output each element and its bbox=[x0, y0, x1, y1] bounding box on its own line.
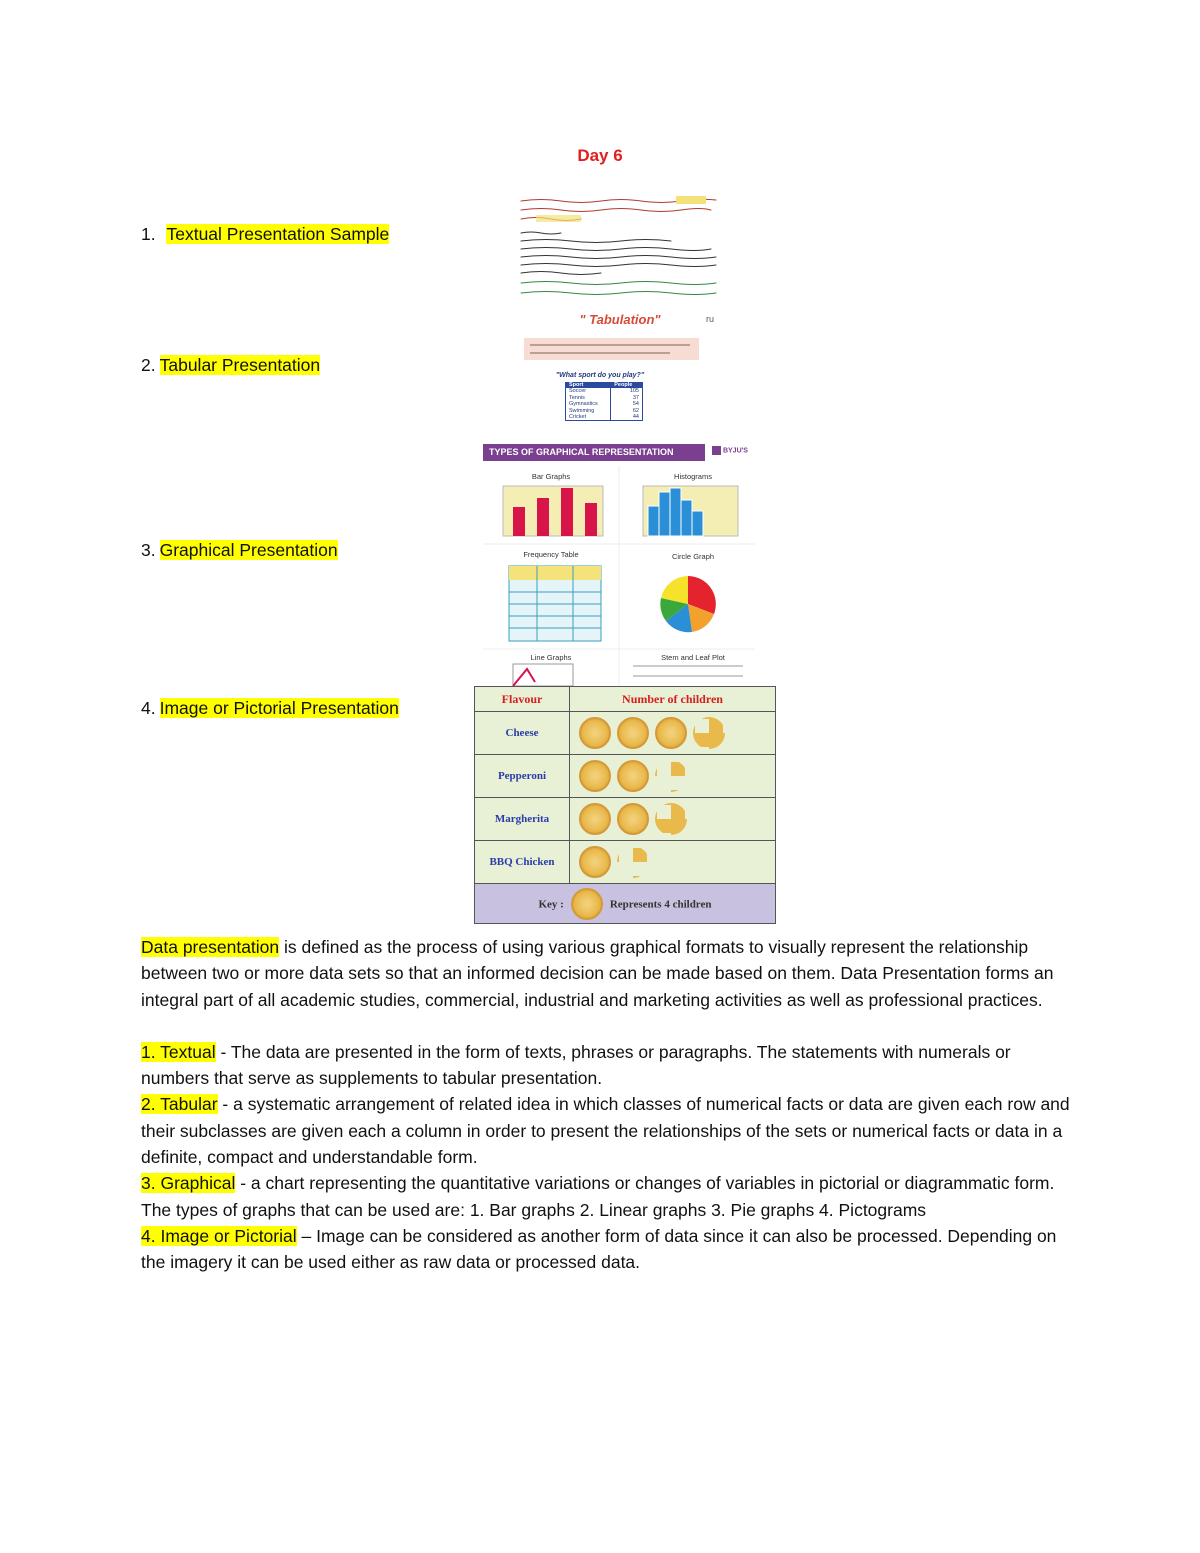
caption-circle-graph: Circle Graph bbox=[671, 552, 715, 561]
pictogram-key bbox=[475, 884, 776, 924]
flavour-label: Margherita bbox=[475, 798, 570, 841]
definition-paragraph bbox=[141, 934, 1071, 1013]
pictogram-header: Flavour bbox=[475, 687, 570, 712]
list-item-textual bbox=[141, 224, 389, 245]
list-item-pictorial bbox=[141, 698, 399, 719]
tabulation-side-mark: ru bbox=[706, 314, 715, 324]
graphical-thumbnails bbox=[483, 466, 755, 686]
graphical-panel bbox=[483, 466, 755, 686]
handwritten-sample-image bbox=[516, 193, 726, 305]
pizza-slice-icon bbox=[693, 717, 725, 749]
definition-text: is defined as the process of using various graphical formats to visually represent the relationship between two or more data sets so that an informed decision can be made based on them. Data Presentation forms an integral part of all academic studies, commercial, industrial and marketing activities as well as professional practices. bbox=[141, 937, 1054, 1010]
type-term: 4. Image or Pictorial bbox=[141, 1225, 297, 1246]
pizza-slice-icon bbox=[655, 760, 687, 792]
table-row bbox=[475, 798, 776, 841]
item-number: 1. bbox=[141, 224, 156, 244]
logo-mark-icon bbox=[712, 446, 721, 455]
table-cell: 62 bbox=[611, 408, 643, 414]
tabulation-definition-box bbox=[524, 338, 699, 360]
table-cell: 37 bbox=[611, 395, 643, 401]
flavour-label: BBQ Chicken bbox=[475, 841, 570, 884]
item-number: 2. bbox=[141, 355, 156, 375]
table-cell: Swimming bbox=[566, 408, 611, 414]
column-header: People bbox=[611, 382, 643, 388]
table-cell: Cricket bbox=[566, 414, 611, 421]
histogram-bin bbox=[692, 511, 703, 536]
table-row bbox=[475, 841, 776, 884]
table-cell: 44 bbox=[611, 414, 643, 421]
list-item-tabular bbox=[141, 355, 320, 376]
item-label: Image or Pictorial Presentation bbox=[159, 698, 399, 718]
item-label: Textual Presentation Sample bbox=[166, 224, 390, 244]
sport-table bbox=[565, 382, 643, 421]
graphical-panel-header: TYPES OF GRAPHICAL REPRESENTATION bbox=[483, 444, 705, 461]
pizza-count-cell bbox=[570, 712, 776, 755]
item-number: 3. bbox=[141, 540, 156, 560]
key-text: Represents 4 children bbox=[609, 898, 712, 911]
pizza-icon bbox=[579, 803, 611, 835]
tabulation-title: " Tabulation" bbox=[579, 312, 661, 327]
caption-histograms: Histograms bbox=[674, 472, 712, 481]
sport-table-question: "What sport do you play?" bbox=[555, 372, 645, 379]
page-title: Day 6 bbox=[577, 146, 623, 165]
pizza-slice-icon bbox=[655, 803, 687, 835]
histogram-bin bbox=[670, 488, 681, 536]
item-number: 4. bbox=[141, 698, 156, 718]
histogram-bin bbox=[659, 492, 670, 536]
flavour-label: Pepperoni bbox=[475, 755, 570, 798]
pictogram-header-row bbox=[475, 687, 776, 712]
graph-types-line: The types of graphs that can be used are: 1. Bar graphs 2. Linear graphs 3. Pie graphs 4. Pictograms bbox=[141, 1199, 927, 1220]
pictogram-header: Number of children bbox=[570, 687, 776, 712]
pizza-count-cell bbox=[570, 798, 776, 841]
pizza-icon bbox=[579, 846, 611, 878]
tabulation-definition-scribble bbox=[524, 338, 699, 360]
table-row bbox=[566, 414, 643, 421]
type-term: 3. Graphical bbox=[141, 1173, 236, 1194]
body-text bbox=[141, 934, 1071, 1276]
pie-thumb bbox=[660, 576, 716, 632]
table-cell: 105 bbox=[611, 388, 643, 394]
key-label: Key : bbox=[538, 898, 564, 911]
pizza-icon bbox=[579, 717, 611, 749]
definition-term: Data presentation bbox=[141, 937, 280, 957]
pictogram-table bbox=[474, 686, 776, 924]
list-item-graphical bbox=[141, 540, 338, 561]
type-textual bbox=[141, 1039, 1071, 1092]
flavour-label: Cheese bbox=[475, 712, 570, 755]
item-label: Tabular Presentation bbox=[159, 355, 321, 375]
type-term: 2. Tabular bbox=[141, 1094, 218, 1115]
pizza-slice-icon bbox=[617, 846, 649, 878]
type-graphical bbox=[141, 1170, 1071, 1196]
type-text: – Image can be considered as another form of data since it can also be processed. Depending on the imagery it can be used either as raw data or processed data. bbox=[141, 1225, 1057, 1273]
type-text: - The data are presented in the form of texts, phrases or paragraphs. The statements with numerals or numbers that serve as supplements to tabular presentation. bbox=[141, 1041, 1011, 1089]
type-text: - a chart representing the quantitative variations or changes of variables in pictorial or diagrammatic form. bbox=[235, 1173, 1055, 1194]
logo-text: BYJU'S bbox=[722, 447, 748, 455]
pizza-icon bbox=[617, 803, 649, 835]
pizza-icon bbox=[617, 760, 649, 792]
column-header: Sport bbox=[566, 382, 611, 388]
pizza-icon bbox=[579, 760, 611, 792]
table-cell: Gymnastics bbox=[566, 401, 611, 407]
type-term: 1. Textual bbox=[141, 1041, 216, 1062]
caption-line-graphs: Line Graphs bbox=[530, 653, 572, 662]
pizza-count-cell bbox=[570, 841, 776, 884]
pizza-icon bbox=[571, 888, 603, 920]
table-cell: 54 bbox=[611, 401, 643, 407]
caption-bar-graphs: Bar Graphs bbox=[531, 472, 571, 481]
table-row bbox=[475, 712, 776, 755]
caption-frequency-table: Frequency Table bbox=[523, 550, 579, 559]
pictogram-key-row bbox=[475, 884, 776, 924]
histogram-bin bbox=[681, 500, 692, 536]
bar bbox=[561, 488, 573, 536]
table-row bbox=[475, 755, 776, 798]
bar bbox=[513, 507, 525, 536]
type-pictorial bbox=[141, 1223, 1071, 1276]
byjus-logo bbox=[712, 446, 754, 459]
caption-stem-leaf: Stem and Leaf Plot bbox=[661, 653, 725, 662]
bar bbox=[537, 498, 549, 536]
pizza-count-cell bbox=[570, 755, 776, 798]
type-text: - a systematic arrangement of related idea in which classes of numerical facts or data are given each row and their subclasses are given each a column in order to present the relationships of the sets or numerical facts or data in a definite, compact and understandable form. bbox=[141, 1094, 1070, 1168]
table-cell: Soccer bbox=[566, 388, 611, 394]
frequency-table-head bbox=[509, 566, 601, 580]
bar bbox=[585, 503, 597, 536]
type-tabular bbox=[141, 1091, 1071, 1170]
pizza-icon bbox=[617, 717, 649, 749]
table-cell: Tennis bbox=[566, 395, 611, 401]
pizza-icon bbox=[655, 717, 687, 749]
item-label: Graphical Presentation bbox=[159, 540, 338, 560]
histogram-bin bbox=[648, 506, 659, 536]
